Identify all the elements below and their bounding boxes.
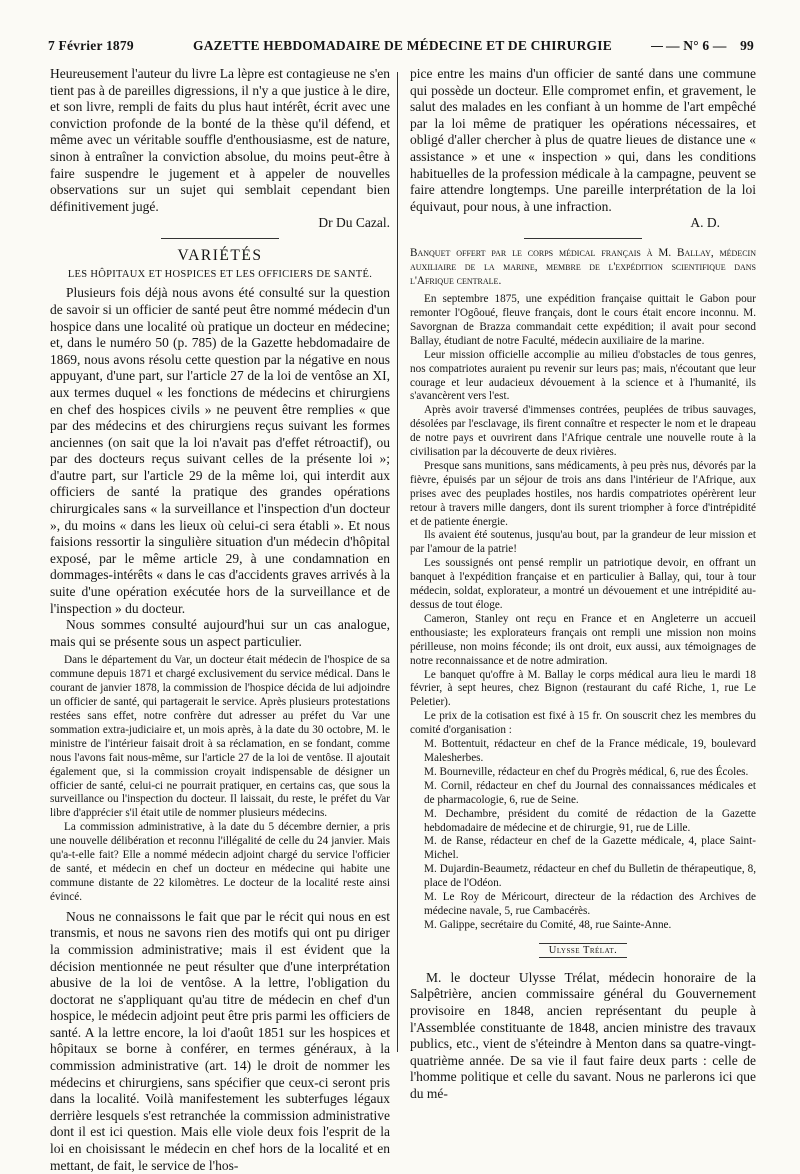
committee-member: M. Cornil, rédacteur en chef du Journal des connaissances médicales et de pharmacologie, 6, rue de Seine. (424, 779, 756, 806)
obituary-heading (410, 945, 756, 956)
section-title: VARIÉTÉS (177, 247, 263, 265)
committee-member: M. Bottentuit, rédacteur en chef de la France médicale, 19, boulevard Malesherbes. (424, 738, 756, 764)
committee-member: M. Galippe, secrétaire du Comité, 48, rue Sainte-Anne. (424, 918, 672, 931)
right-column (410, 66, 756, 1103)
section-subtitle: LES HÔPITAUX ET HOSPICES ET LES OFFICIERS DE SANTÉ. (67, 269, 373, 281)
left-column (50, 66, 390, 1174)
banquet-paragraph-3: Après avoir traversé d'immenses contrées, peuplées de tribus sauvages, désolées par l'esclavage, ils firent connaître et respecter le nom et le drapeau de notre pays et ouvrirent dans l'Afrique centrale une nouvelle route à la civilisation par la découverte de deux rivières. (410, 404, 756, 459)
article-paragraph-2: Nous sommes consulté aujourd'hui sur un cas analogue, mais qui se présente sous un aspect particulier. (50, 617, 390, 649)
article-paragraph-3: Nous ne connaissons le fait que par le récit qui nous en est transmis, et nous ne savons rien des motifs qui ont pu diriger la commission administrative; mais il est évident que la décision mentionnée ne peut résulter que d'une interprétation abusive de la loi de ventôse. A la lettre, l'obligation du doctorat ne s'appliquant qu'au titre de médecin en chef d'un hospice, le médecin adjoint peut être pris parmi les officiers de santé. A la lettre encore, la loi d'août 1851 sur les hospices et hôpitaux se borne à conférer, en termes généraux, à la commission administrative (art. 14) le droit de nommer les médecins et chirurgiens, sans spécifier que ceux-ci seront pris dans la localité. Voilà manifestement les subterfuges légaux derrière lesquels s'est retranchée la commission administrative dont il est ici question. Mais elle viole deux fois l'esprit de la loi en choisissant le médecin en chef hors de la localité et en mettant, de fait, le service de l'hos- (50, 908, 390, 1173)
banquet-paragraph-9: Le prix de la cotisation est fixé à 15 fr. On souscrit chez les membres du comité d'organisation : (410, 710, 756, 737)
issue-number: — N° 6 — (666, 38, 727, 53)
section-separator-2 (524, 238, 642, 239)
committee-member: M. Le Roy de Méricourt, directeur de la rédaction des Archives de médecine navale, 5, rue Cambacérès. (424, 891, 756, 917)
banquet-paragraph-8: Le banquet qu'offre à M. Ballay le corps médical aura lieu le mardi 18 février, à sept heures, chez Bignon (restaurant du café Riche, 1, rue Le Peletier). (410, 668, 756, 709)
page-number: 99 (740, 38, 754, 53)
committee-member: M. Dujardin-Beaumetz, rédacteur en chef du Bulletin de thérapeutique, 8, place de l'Odéon. (424, 863, 756, 890)
banquet-heading: Banquet offert par le corps médical français à M. Ballay, médecin auxiliaire de la marine, membre de l'expédition scientifique dans l'Afrique centrale. (410, 247, 756, 288)
article-continuation: pice entre les mains d'un officier de santé dans une commune qui possède un docteur. Elle compromet enfin, et gravement, le salut des malades en les confiant à un homme de l'art empêché par la loi même de pratiquer les opérations nécessaires, et obligé d'aller chercher à plus de quatre lieues de distance une « assistance » et une « inspection » qui, dans les conditions habituelles de la profession médicale à la campagne, peuvent se faire attendre longtemps. Une pareille interprétation de la loi équivaut, pour nous, à une infraction. (410, 66, 756, 214)
committee-member: M. de Ranse, rédacteur en chef de la Gazette médicale, 4, place Saint-Michel. (424, 835, 756, 862)
banquet-paragraph-7: Cameron, Stanley ont reçu en France et en Angleterre un accueil enthousiaste; les explorateurs français ont rempli une mission non moins périlleuse, non moins féconde; ils ont droit, eux aussi, aux témoignages de notre reconnaissance et de notre admiration. (410, 612, 756, 667)
journal-title: GAZETTE HEBDOMADAIRE DE MÉDECINE ET DE CHIRURGIE (193, 38, 612, 53)
review-conclusion: Heureusement l'auteur du livre La lèpre est contagieuse ne s'en tient pas à de pareilles digressions, il n'y a que justice à le dire, et son livre, rempli de faits du plus haut intérêt, écrit avec une conviction profonde de la bonté de la thèse qu'il défend, et même avec un véritable souffle d'enthousiasme, est de nature, sinon à entraîner la conviction absolue, du moins peut-être à faire suspendre le jugement et à appeler de nouvelles observations sur un sujet qui semblait cependant bien définitivement jugé. (50, 66, 390, 214)
banquet-paragraph-6: Les soussignés ont pensé remplir un patriotique devoir, en offrant un banquet à l'expédition française et en particulier à Ballay, qui, tour à tour médecin, soldat, explorateur, a montré un dévouement et une intrépidité au-dessus de tout éloge. (410, 557, 756, 611)
case-paragraph-1: Dans le département du Var, un docteur était médecin de l'hospice de sa commune depuis 1871 et chargé exclusivement du service médical. Dans le courant de janvier 1878, la commission de l'hospice décida de lui adjoindre un officier de santé, qui partagerait le service. Après plusieurs protestations restées sans effet, notre confrère dut adresser au préfet du Var une sommation extra-judiciaire et, un mois après, à la date du 30 octobre, M. le ministre de l'intérieur faisait droit à sa réclamation, en se fondant, comme nous l'avons fait nous-même, sur l'article 27 de la loi de ventôse. Il ajoutait également que, si la commission croyait indispensable de désigner un officier de santé, celui-ci ne pourrait pratiquer, en certains cas, que sous la surveillance ou l'inspection du docteur. Il laissait, du reste, le préfet du Var libre d'apprécier s'il était utile de nommer plusieurs médecins. (50, 654, 390, 820)
banquet-paragraph-1: En septembre 1875, une expédition française quittait le Gabon pour remonter l'Ogôoué, fleuve français, dont le cours était encore inconnu. M. Savorgnan de Brazza commandait cette expédition; il avait pour second Ballay, étudiant de notre Faculté, médecin auxiliaire de la marine. (410, 293, 756, 347)
header-dash (651, 46, 663, 47)
committee-member: M. Bourneville, rédacteur en chef du Progrès médical, 6, rue des Écoles. (424, 765, 749, 778)
article-paragraph-1: Plusieurs fois déjà nous avons été consulté sur la question de savoir si un officier de santé peut être nommé médecin d'un hospice dans une localité où pratique un docteur en médecine; et, dans le numéro 50 (p. 785) de la Gazette hebdomadaire de 1869, nous avons résolu cette question par la négative en nous appuyant, d'une part, sur l'article 27 de la loi de ventôse an XI, aux termes duquel « les fonctions de médecins et chirurgiens en chef des hospices civils » ne peuvent être remplies « que par des médecins et des chirurgiens reçus suivant les formes anciennes (on sait que la loi n'avait pas d'effet rétroactif), ou par des docteurs reçus suivant celles de la présente loi »; d'autre part, sur l'article 29 de la même loi, qui interdit aux officiers de santé la pratique des grandes opérations chirurgicales sans « la surveillance et l'inspection d'un docteur », du moins « dans les lieux où celui-ci sera établi ». Et nous faisions ressortir la singulière situation d'un médecin d'hôpital exposé, par le même article 29, à une condamnation en dommages-intérêts « dans le cas d'accidents graves arrivés à la suite d'une opération exécutée hors de la surveillance et de l'inspection » du docteur. (50, 285, 390, 616)
column-divider (397, 72, 398, 1052)
obituary-paragraph: M. le docteur Ulysse Trélat, médecin honoraire de la Salpêtrière, ancien commissaire général du Gouvernement provisoire en 1848, ancien représentant du peuple à l'Assemblée constituante de 1848, ancien ministre des travaux publics, etc., vient de s'éteindre à Menton dans sa quatre-vingt-quatrième année. De sa vie il faut faire deux parts : celle de l'homme politique et celle du savant. Nous ne parlerons ici que du mé- (410, 969, 756, 1101)
committee-member: M. Dechambre, président du comité de rédaction de la Gazette hebdomadaire de médecine et de chirurgie, 91, rue de Lille. (424, 807, 756, 834)
banquet-paragraph-5: Ils avaient été soutenus, jusqu'au bout, par la grandeur de leur mission et par l'amour de la patrie! (410, 529, 756, 556)
banquet-paragraph-2: Leur mission officielle accomplie au milieu d'obstacles de tous genres, nos compatriotes auraient pu revenir sur leurs pas; mais, n'écoutant que leur courage et leur audacieux dévouement à la science et à l'humanité, ils s'avancèrent vers l'est. (410, 348, 756, 403)
review-signature: Dr Du Cazal. (318, 215, 390, 231)
article-signature: A. D. (690, 215, 720, 231)
issue-date: 7 Février 1879 (48, 38, 134, 53)
obituary-heading-text: Ulysse Trélat. (539, 943, 628, 958)
banquet-paragraph-4: Presque sans munitions, sans médicaments, à peu près nus, dévorés par la fièvre, épuisés par un séjour de trois ans dans l'intérieur de l'Afrique, aux prises avec des peuplades hostiles, nos hardis compatriotes opérèrent leur retour à travers mille dangers, dont ils surent triompher à force d'intrépidité et de patiente énergie. (410, 459, 756, 528)
case-paragraph-2: La commission administrative, à la date du 5 décembre dernier, a pris une nouvelle délibération et reconnu l'illégalité de celle du 24 janvier. Mais qu'a-t-elle fait? Elle a nommé médecin adjoint chargé du service l'officier de santé, et médecin en chef un docteur en médecine qui habite une commune distante de 22 kilomètres. Le docteur de la localité reste ainsi évincé. (50, 821, 390, 903)
section-separator (161, 238, 279, 239)
running-header (48, 38, 754, 58)
